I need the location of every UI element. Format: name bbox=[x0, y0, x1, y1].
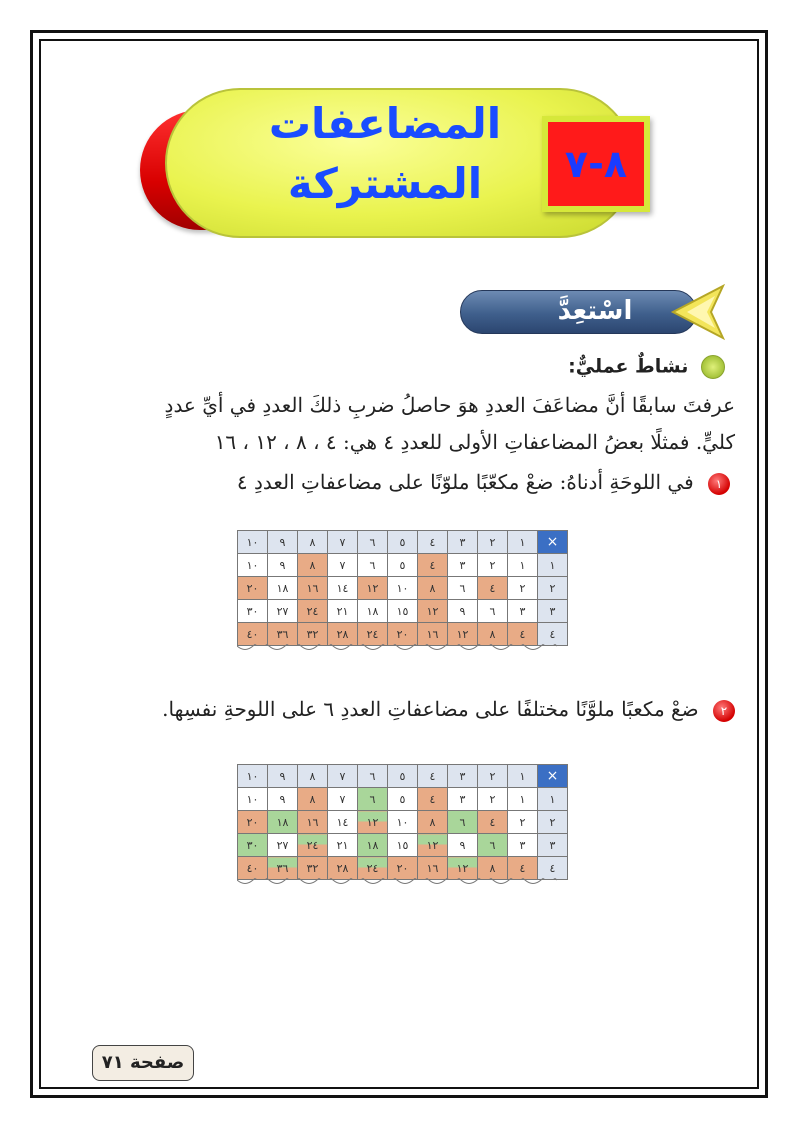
table-cell: ١٢ bbox=[418, 600, 448, 623]
table-cell: ٩ bbox=[448, 834, 478, 857]
table-cell: ٤٠ bbox=[238, 857, 268, 880]
step-1-text: في اللوحَةِ أدناهُ: ضعْ مكعّبًا ملوّنًا على مضاعفاتِ العددِ ٤ bbox=[236, 470, 694, 494]
table-row bbox=[238, 811, 568, 834]
step-2 bbox=[75, 697, 735, 722]
table-row-head: ٢ bbox=[538, 577, 568, 600]
step-2-number-icon: ٢ bbox=[713, 700, 735, 722]
table-cell: ٨ bbox=[298, 554, 328, 577]
torn-edge-2 bbox=[237, 878, 557, 888]
table-row bbox=[238, 788, 568, 811]
table-header-cell: ٩ bbox=[268, 765, 298, 788]
table-cell: ٤ bbox=[508, 623, 538, 646]
table-cell: ١٨ bbox=[358, 600, 388, 623]
table-row bbox=[238, 577, 568, 600]
lesson-title-banner bbox=[140, 88, 660, 258]
table-cell: ٢٧ bbox=[268, 834, 298, 857]
table-cell: ٣٢ bbox=[298, 857, 328, 880]
table-header-row bbox=[238, 765, 568, 788]
table-cell: ٩ bbox=[448, 600, 478, 623]
table-cell: ٢١ bbox=[328, 600, 358, 623]
table-header-cell: ٨ bbox=[298, 531, 328, 554]
table-cell: ٢ bbox=[478, 554, 508, 577]
table-header-cell: ٥ bbox=[388, 765, 418, 788]
table-cell: ١٢ bbox=[448, 623, 478, 646]
intro-line-1: عرفتَ سابقًا أنَّ مضاعَفَ العددِ هوَ حاصلُ ضربِ ذلكَ العددِ في أيِّ عددٍ bbox=[164, 393, 735, 417]
table-cell: ٢٨ bbox=[328, 623, 358, 646]
table-cell: ١٨ bbox=[268, 577, 298, 600]
table-cell: ١٨ bbox=[268, 811, 298, 834]
arrow-left-icon bbox=[665, 282, 725, 342]
table-cell: ١٢ bbox=[418, 834, 448, 857]
table-row-head: ١ bbox=[538, 788, 568, 811]
table-cell: ٤٠ bbox=[238, 623, 268, 646]
table-row bbox=[238, 834, 568, 857]
table-cell: ٢٠ bbox=[388, 857, 418, 880]
table-cell: ٦ bbox=[358, 554, 388, 577]
table-header-cell: ٢ bbox=[478, 531, 508, 554]
table-cell: ٢٠ bbox=[238, 577, 268, 600]
lesson-title bbox=[200, 94, 570, 214]
table-cell: ٢٠ bbox=[238, 811, 268, 834]
table-cell: ٢ bbox=[508, 577, 538, 600]
table-cell: ١٢ bbox=[448, 857, 478, 880]
step-1 bbox=[70, 470, 730, 495]
table-cell: ٨ bbox=[478, 857, 508, 880]
table-cell: ١٠ bbox=[388, 577, 418, 600]
table-cell: ١٠ bbox=[238, 788, 268, 811]
table-row bbox=[238, 554, 568, 577]
table-cell: ١٢ bbox=[358, 577, 388, 600]
table-cell: ٢٤ bbox=[298, 600, 328, 623]
table-row-head: ٤ bbox=[538, 857, 568, 880]
table-header-cell: ٤ bbox=[418, 531, 448, 554]
table-header-cell: ٧ bbox=[328, 765, 358, 788]
step-2-text: ضعْ مكعبًا ملوَّنًا مختلفًا على مضاعفاتِ العددِ ٦ على اللوحةِ نفسِها. bbox=[162, 697, 699, 721]
table-cell: ٣ bbox=[508, 600, 538, 623]
table-cell: ٢ bbox=[478, 788, 508, 811]
table-header-cell: ٧ bbox=[328, 531, 358, 554]
table-header-cell: ٤ bbox=[418, 765, 448, 788]
table-cell: ٦ bbox=[478, 600, 508, 623]
table-cell: ٢ bbox=[508, 811, 538, 834]
table-row-head: ١ bbox=[538, 554, 568, 577]
table-header-cell: ١ bbox=[508, 531, 538, 554]
table-cell: ١٥ bbox=[388, 600, 418, 623]
step-1-number-icon: ١ bbox=[708, 473, 730, 495]
page-number-label: صفحة ٧١ bbox=[92, 1045, 194, 1081]
table-row-head: ٣ bbox=[538, 834, 568, 857]
activity-label: نشاطٌ عمليٌّ: bbox=[568, 355, 689, 378]
table-row bbox=[238, 623, 568, 646]
table-cell: ٦ bbox=[478, 834, 508, 857]
table-cell: ٦ bbox=[448, 811, 478, 834]
table-header-cell: ٨ bbox=[298, 765, 328, 788]
table-cell: ١٨ bbox=[358, 834, 388, 857]
torn-edge-1 bbox=[237, 644, 557, 654]
table-header-cell: ٩ bbox=[268, 531, 298, 554]
table-cell: ٩ bbox=[268, 788, 298, 811]
table-cell: ٨ bbox=[478, 623, 508, 646]
table-cell: ٢٨ bbox=[328, 857, 358, 880]
table-cell: ٤ bbox=[478, 811, 508, 834]
table-cell: ٦ bbox=[448, 577, 478, 600]
table-header-cell: ٣ bbox=[448, 531, 478, 554]
table-cell: ١ bbox=[508, 788, 538, 811]
table-cell: ٨ bbox=[298, 788, 328, 811]
table-cell: ١ bbox=[508, 554, 538, 577]
table-cell: ٤ bbox=[478, 577, 508, 600]
table-header-cell: ١٠ bbox=[238, 531, 268, 554]
table-cell: ١٤ bbox=[328, 811, 358, 834]
table-header-cell: ٢ bbox=[478, 765, 508, 788]
get-ready-banner bbox=[460, 282, 730, 342]
table-cell: ٢٤ bbox=[358, 623, 388, 646]
multiplication-table-2 bbox=[237, 764, 568, 880]
table-cell: ٢٤ bbox=[298, 834, 328, 857]
get-ready-label: اسْتعِدَّ bbox=[557, 296, 633, 326]
table-cell: ٥ bbox=[388, 788, 418, 811]
table-cell: ٧ bbox=[328, 788, 358, 811]
table-header-cell: ٥ bbox=[388, 531, 418, 554]
table-cell: ٨ bbox=[418, 811, 448, 834]
table-cell: ١٦ bbox=[418, 623, 448, 646]
table-cell: ٤ bbox=[508, 857, 538, 880]
table-cell: ٣٠ bbox=[238, 834, 268, 857]
table-cell: ٣ bbox=[448, 788, 478, 811]
table-cell: ٤ bbox=[418, 554, 448, 577]
lesson-title-line2: المشتركة bbox=[287, 159, 483, 208]
table-cell: ٢١ bbox=[328, 834, 358, 857]
table-row-head: ٤ bbox=[538, 623, 568, 646]
table-cell: ٣٢ bbox=[298, 623, 328, 646]
table-cell: ٢٧ bbox=[268, 600, 298, 623]
table-cell: ١٥ bbox=[388, 834, 418, 857]
table-cell: ١٠ bbox=[238, 554, 268, 577]
table-header-row bbox=[238, 531, 568, 554]
table-header-cell: ١ bbox=[508, 765, 538, 788]
table-cell: ٨ bbox=[418, 577, 448, 600]
table-cell: ٣ bbox=[448, 554, 478, 577]
table-cell: ١٦ bbox=[298, 811, 328, 834]
multiplication-table-1 bbox=[237, 530, 568, 646]
table-row bbox=[238, 857, 568, 880]
table-cell: ٩ bbox=[268, 554, 298, 577]
table-cell: ١٦ bbox=[298, 577, 328, 600]
table-header-cell: ٣ bbox=[448, 765, 478, 788]
table-cell: ٣٦ bbox=[268, 857, 298, 880]
table-cell: ٧ bbox=[328, 554, 358, 577]
table-header-cell: ١٠ bbox=[238, 765, 268, 788]
table-cell: ٥ bbox=[388, 554, 418, 577]
table-row-head: ٢ bbox=[538, 811, 568, 834]
table-header-cell: ٦ bbox=[358, 765, 388, 788]
table-cell: ٢٠ bbox=[388, 623, 418, 646]
table-cell: ٤ bbox=[418, 788, 448, 811]
lesson-title-line1: المضاعفات bbox=[268, 99, 502, 148]
table-cell: ١٠ bbox=[388, 811, 418, 834]
table-cell: ٢٤ bbox=[358, 857, 388, 880]
intro-line-2: كليٍّ. فمثلًا بعضُ المضاعفاتِ الأولى للعددِ ٤ هي: ٤ ، ٨ ، ١٢ ، ١٦ bbox=[214, 430, 735, 454]
table-cell: ٦ bbox=[358, 788, 388, 811]
table-row-head: ٣ bbox=[538, 600, 568, 623]
table-cell: ٣٠ bbox=[238, 600, 268, 623]
lesson-number-badge: ٨-٧ bbox=[542, 116, 650, 212]
activity-heading bbox=[568, 355, 725, 379]
table-cell: ١٤ bbox=[328, 577, 358, 600]
table-row bbox=[238, 600, 568, 623]
table-cell: ١٦ bbox=[418, 857, 448, 880]
activity-icon bbox=[701, 355, 725, 379]
table-corner: × bbox=[538, 531, 568, 554]
table-cell: ٣٦ bbox=[268, 623, 298, 646]
table-corner: × bbox=[538, 765, 568, 788]
table-cell: ٣ bbox=[508, 834, 538, 857]
table-header-cell: ٦ bbox=[358, 531, 388, 554]
table-cell: ١٢ bbox=[358, 811, 388, 834]
